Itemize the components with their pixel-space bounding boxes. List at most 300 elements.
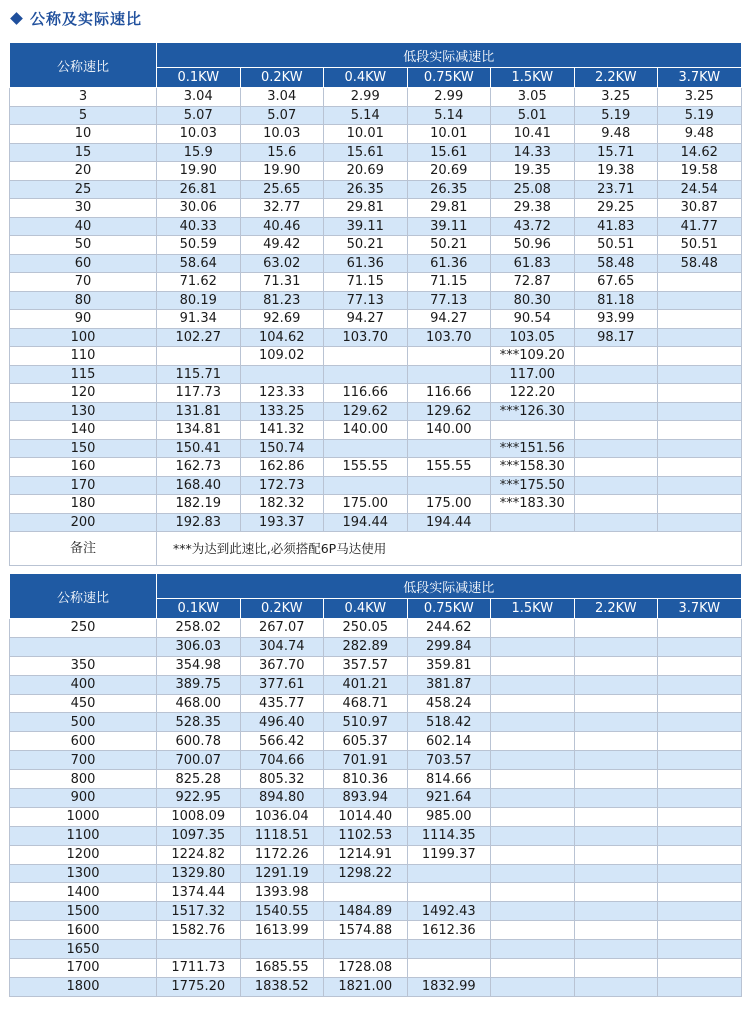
actual-ratio-cell: 162.86 bbox=[240, 458, 324, 477]
actual-ratio-cell: 5.07 bbox=[240, 106, 324, 125]
table-body bbox=[10, 619, 742, 997]
actual-ratio-cell bbox=[658, 921, 742, 940]
actual-ratio-cell: 282.89 bbox=[324, 637, 408, 656]
actual-ratio-cell bbox=[658, 959, 742, 978]
table-row bbox=[10, 476, 742, 495]
nominal-ratio-cell: 30 bbox=[10, 199, 157, 218]
actual-ratio-cell: 805.32 bbox=[240, 770, 324, 789]
actual-ratio-cell bbox=[658, 402, 742, 421]
nominal-ratio-cell: 1800 bbox=[10, 977, 157, 996]
actual-ratio-cell: 61.36 bbox=[324, 254, 408, 273]
actual-ratio-cell bbox=[324, 439, 408, 458]
actual-ratio-cell bbox=[491, 959, 575, 978]
actual-ratio-cell: 2.99 bbox=[407, 88, 491, 107]
actual-ratio-cell bbox=[658, 902, 742, 921]
actual-ratio-cell: 15.71 bbox=[574, 143, 658, 162]
actual-ratio-cell: 602.14 bbox=[407, 732, 491, 751]
actual-ratio-cell bbox=[658, 439, 742, 458]
actual-ratio-cell: 116.66 bbox=[407, 384, 491, 403]
nominal-ratio-cell: 15 bbox=[10, 143, 157, 162]
actual-ratio-cell: 922.95 bbox=[157, 789, 241, 808]
actual-ratio-cell bbox=[658, 637, 742, 656]
actual-ratio-cell: 267.07 bbox=[240, 619, 324, 638]
actual-ratio-cell: 58.48 bbox=[574, 254, 658, 273]
actual-ratio-cell bbox=[491, 883, 575, 902]
actual-ratio-cell: 123.33 bbox=[240, 384, 324, 403]
nominal-ratio-cell: 700 bbox=[10, 751, 157, 770]
actual-ratio-cell: 814.66 bbox=[407, 770, 491, 789]
actual-ratio-cell: 40.33 bbox=[157, 217, 241, 236]
actual-ratio-cell bbox=[574, 402, 658, 421]
power-column-header: 0.75KW bbox=[407, 68, 491, 88]
nominal-ratio-cell: 40 bbox=[10, 217, 157, 236]
actual-ratio-cell bbox=[658, 476, 742, 495]
power-column-header: 1.5KW bbox=[491, 599, 575, 619]
actual-ratio-cell: 1838.52 bbox=[240, 977, 324, 996]
nominal-ratio-cell: 110 bbox=[10, 347, 157, 366]
table-row bbox=[10, 162, 742, 181]
actual-ratio-cell bbox=[407, 940, 491, 959]
actual-ratio-cell: 77.13 bbox=[324, 291, 408, 310]
actual-ratio-cell: 1613.99 bbox=[240, 921, 324, 940]
actual-ratio-cell bbox=[574, 347, 658, 366]
actual-ratio-cell: 528.35 bbox=[157, 713, 241, 732]
table-row bbox=[10, 637, 742, 656]
actual-ratio-cell bbox=[574, 751, 658, 770]
actual-ratio-cell: 94.27 bbox=[407, 310, 491, 329]
actual-ratio-cell bbox=[574, 458, 658, 477]
ratio-table-low bbox=[9, 42, 742, 566]
actual-ratio-cell bbox=[491, 637, 575, 656]
nominal-ratio-cell: 130 bbox=[10, 402, 157, 421]
actual-ratio-cell bbox=[658, 826, 742, 845]
table-row bbox=[10, 88, 742, 107]
actual-ratio-cell: 129.62 bbox=[407, 402, 491, 421]
power-column-header: 0.4KW bbox=[324, 599, 408, 619]
actual-ratio-cell bbox=[491, 751, 575, 770]
actual-ratio-cell bbox=[574, 365, 658, 384]
actual-ratio-cell bbox=[574, 864, 658, 883]
nominal-ratio-cell: 50 bbox=[10, 236, 157, 255]
actual-ratio-cell: 72.87 bbox=[491, 273, 575, 292]
actual-ratio-cell: 19.90 bbox=[157, 162, 241, 181]
nominal-ratio-cell: 160 bbox=[10, 458, 157, 477]
actual-ratio-cell: 1574.88 bbox=[324, 921, 408, 940]
actual-ratio-cell: 1014.40 bbox=[324, 807, 408, 826]
table-row bbox=[10, 347, 742, 366]
actual-ratio-cell bbox=[658, 273, 742, 292]
actual-ratio-cell: 1832.99 bbox=[407, 977, 491, 996]
actual-ratio-cell bbox=[574, 789, 658, 808]
actual-ratio-cell: 175.00 bbox=[324, 495, 408, 514]
actual-ratio-cell: 1298.22 bbox=[324, 864, 408, 883]
actual-ratio-cell: 1582.76 bbox=[157, 921, 241, 940]
table-row bbox=[10, 977, 742, 996]
nominal-ratio-cell: 5 bbox=[10, 106, 157, 125]
actual-ratio-cell: 357.57 bbox=[324, 656, 408, 675]
actual-ratio-cell: 150.41 bbox=[157, 439, 241, 458]
actual-ratio-cell: 401.21 bbox=[324, 675, 408, 694]
actual-ratio-cell: 24.54 bbox=[658, 180, 742, 199]
actual-ratio-cell: 304.74 bbox=[240, 637, 324, 656]
actual-ratio-cell bbox=[491, 770, 575, 789]
actual-ratio-cell: 117.00 bbox=[491, 365, 575, 384]
actual-ratio-cell bbox=[658, 365, 742, 384]
table-row bbox=[10, 254, 742, 273]
actual-ratio-cell: 704.66 bbox=[240, 751, 324, 770]
power-column-header: 0.75KW bbox=[407, 599, 491, 619]
actual-ratio-cell bbox=[574, 619, 658, 638]
table-row bbox=[10, 826, 742, 845]
actual-ratio-cell: 389.75 bbox=[157, 675, 241, 694]
actual-ratio-cell: 29.81 bbox=[324, 199, 408, 218]
nominal-ratio-cell: 1700 bbox=[10, 959, 157, 978]
actual-ratio-cell bbox=[407, 476, 491, 495]
nominal-ratio-cell: 1500 bbox=[10, 902, 157, 921]
nominal-ratio-cell: 1600 bbox=[10, 921, 157, 940]
nominal-ratio-cell: 500 bbox=[10, 713, 157, 732]
actual-ratio-cell: 67.65 bbox=[574, 273, 658, 292]
actual-ratio-cell: 41.83 bbox=[574, 217, 658, 236]
actual-ratio-cell: 5.14 bbox=[407, 106, 491, 125]
nominal-ratio-header: 公称速比 bbox=[10, 574, 157, 619]
actual-ratio-cell: 3.25 bbox=[658, 88, 742, 107]
actual-ratio-cell: 29.25 bbox=[574, 199, 658, 218]
actual-ratio-cell bbox=[658, 732, 742, 751]
actual-ratio-cell: 77.13 bbox=[407, 291, 491, 310]
actual-ratio-cell bbox=[324, 940, 408, 959]
actual-ratio-cell bbox=[491, 713, 575, 732]
nominal-ratio-cell: 10 bbox=[10, 125, 157, 144]
actual-ratio-cell: 58.64 bbox=[157, 254, 241, 273]
section-title-text: 公称及实际速比 bbox=[30, 9, 143, 28]
actual-ratio-cell: 122.20 bbox=[491, 384, 575, 403]
actual-ratio-cell: 5.19 bbox=[574, 106, 658, 125]
actual-ratio-cell: 134.81 bbox=[157, 421, 241, 440]
actual-ratio-cell: 92.69 bbox=[240, 310, 324, 329]
actual-ratio-cell: 102.27 bbox=[157, 328, 241, 347]
actual-ratio-cell: 103.70 bbox=[324, 328, 408, 347]
actual-ratio-cell bbox=[658, 291, 742, 310]
actual-ratio-cell: 893.94 bbox=[324, 789, 408, 808]
actual-ratio-cell bbox=[658, 458, 742, 477]
actual-ratio-cell: 40.46 bbox=[240, 217, 324, 236]
actual-ratio-cell: 129.62 bbox=[324, 402, 408, 421]
actual-ratio-cell bbox=[574, 637, 658, 656]
actual-ratio-cell: 115.71 bbox=[157, 365, 241, 384]
actual-ratio-cell: ***151.56 bbox=[491, 439, 575, 458]
actual-ratio-cell: 15.6 bbox=[240, 143, 324, 162]
actual-ratio-cell: 10.03 bbox=[240, 125, 324, 144]
actual-ratio-cell: 1393.98 bbox=[240, 883, 324, 902]
actual-ratio-cell: ***109.20 bbox=[491, 347, 575, 366]
actual-ratio-cell: 1728.08 bbox=[324, 959, 408, 978]
nominal-ratio-cell: 70 bbox=[10, 273, 157, 292]
nominal-ratio-cell: 120 bbox=[10, 384, 157, 403]
actual-ratio-cell: 9.48 bbox=[658, 125, 742, 144]
actual-ratio-cell bbox=[491, 619, 575, 638]
nominal-ratio-cell: 450 bbox=[10, 694, 157, 713]
table-row bbox=[10, 845, 742, 864]
table-row bbox=[10, 513, 742, 532]
actual-ratio-cell bbox=[491, 902, 575, 921]
nominal-ratio-cell: 20 bbox=[10, 162, 157, 181]
actual-ratio-cell bbox=[658, 789, 742, 808]
actual-ratio-cell: 1374.44 bbox=[157, 883, 241, 902]
actual-ratio-cell: 458.24 bbox=[407, 694, 491, 713]
actual-ratio-cell: 29.38 bbox=[491, 199, 575, 218]
actual-ratio-cell: 71.62 bbox=[157, 273, 241, 292]
actual-ratio-cell: 810.36 bbox=[324, 770, 408, 789]
actual-ratio-cell: 600.78 bbox=[157, 732, 241, 751]
actual-ratio-cell: 1114.35 bbox=[407, 826, 491, 845]
actual-ratio-cell: 162.73 bbox=[157, 458, 241, 477]
table-row bbox=[10, 236, 742, 255]
actual-ratio-cell bbox=[658, 770, 742, 789]
actual-ratio-cell: 30.87 bbox=[658, 199, 742, 218]
actual-ratio-cell: 10.03 bbox=[157, 125, 241, 144]
actual-ratio-cell bbox=[658, 977, 742, 996]
actual-ratio-cell: 354.98 bbox=[157, 656, 241, 675]
actual-ratio-cell: 566.42 bbox=[240, 732, 324, 751]
power-column-header: 0.1KW bbox=[157, 68, 241, 88]
nominal-ratio-cell: 100 bbox=[10, 328, 157, 347]
actual-ratio-cell bbox=[240, 940, 324, 959]
actual-ratio-cell: 703.57 bbox=[407, 751, 491, 770]
actual-ratio-cell: 244.62 bbox=[407, 619, 491, 638]
actual-ratio-cell: 1685.55 bbox=[240, 959, 324, 978]
table-row bbox=[10, 421, 742, 440]
actual-ratio-cell: 2.99 bbox=[324, 88, 408, 107]
table-row bbox=[10, 713, 742, 732]
actual-ratio-cell bbox=[491, 789, 575, 808]
actual-ratio-cell: 435.77 bbox=[240, 694, 324, 713]
actual-ratio-cell: 9.48 bbox=[574, 125, 658, 144]
actual-ratio-cell: 510.97 bbox=[324, 713, 408, 732]
actual-ratio-cell: 90.54 bbox=[491, 310, 575, 329]
actual-ratio-cell: 1540.55 bbox=[240, 902, 324, 921]
actual-ratio-cell: 381.87 bbox=[407, 675, 491, 694]
actual-ratio-cell bbox=[491, 864, 575, 883]
table-row bbox=[10, 864, 742, 883]
table-row bbox=[10, 940, 742, 959]
nominal-ratio-cell: 1000 bbox=[10, 807, 157, 826]
table-row bbox=[10, 656, 742, 675]
actual-ratio-cell bbox=[574, 807, 658, 826]
actual-ratio-cell: 182.19 bbox=[157, 495, 241, 514]
actual-ratio-cell bbox=[658, 310, 742, 329]
actual-ratio-cell: 1821.00 bbox=[324, 977, 408, 996]
actual-ratio-cell bbox=[407, 959, 491, 978]
table-row bbox=[10, 291, 742, 310]
actual-ratio-cell: 367.70 bbox=[240, 656, 324, 675]
actual-ratio-cell bbox=[658, 656, 742, 675]
actual-ratio-cell: 172.73 bbox=[240, 476, 324, 495]
actual-ratio-cell: 39.11 bbox=[324, 217, 408, 236]
table-row bbox=[10, 751, 742, 770]
actual-ratio-cell: 71.15 bbox=[407, 273, 491, 292]
actual-ratio-cell: 71.31 bbox=[240, 273, 324, 292]
table-body bbox=[10, 88, 742, 566]
actual-ratio-cell: 15.61 bbox=[324, 143, 408, 162]
actual-ratio-cell bbox=[658, 845, 742, 864]
actual-ratio-cell: 3.04 bbox=[157, 88, 241, 107]
actual-ratio-cell bbox=[658, 940, 742, 959]
actual-ratio-cell bbox=[574, 732, 658, 751]
actual-ratio-cell bbox=[574, 694, 658, 713]
actual-ratio-cell: 1492.43 bbox=[407, 902, 491, 921]
actual-ratio-cell bbox=[658, 421, 742, 440]
table-row bbox=[10, 902, 742, 921]
table-row bbox=[10, 959, 742, 978]
actual-ratio-cell bbox=[574, 940, 658, 959]
actual-ratio-cell: 26.81 bbox=[157, 180, 241, 199]
nominal-ratio-cell: 600 bbox=[10, 732, 157, 751]
actual-ratio-cell: 182.32 bbox=[240, 495, 324, 514]
actual-ratio-cell bbox=[491, 807, 575, 826]
actual-ratio-cell bbox=[407, 347, 491, 366]
power-column-header: 2.2KW bbox=[574, 599, 658, 619]
actual-ratio-cell: 175.00 bbox=[407, 495, 491, 514]
actual-ratio-cell: 496.40 bbox=[240, 713, 324, 732]
table-row bbox=[10, 439, 742, 458]
actual-ratio-cell: 26.35 bbox=[407, 180, 491, 199]
table-row bbox=[10, 807, 742, 826]
actual-ratio-cell: 700.07 bbox=[157, 751, 241, 770]
nominal-ratio-cell: 25 bbox=[10, 180, 157, 199]
table-row bbox=[10, 143, 742, 162]
actual-ratio-cell: 1711.73 bbox=[157, 959, 241, 978]
actual-ratio-cell: 71.15 bbox=[324, 273, 408, 292]
actual-ratio-cell: 91.34 bbox=[157, 310, 241, 329]
actual-ratio-cell bbox=[491, 977, 575, 996]
actual-ratio-cell: 5.01 bbox=[491, 106, 575, 125]
actual-ratio-cell bbox=[658, 513, 742, 532]
actual-ratio-cell bbox=[407, 883, 491, 902]
actual-ratio-cell: 468.71 bbox=[324, 694, 408, 713]
actual-ratio-cell bbox=[658, 713, 742, 732]
actual-ratio-cell: 155.55 bbox=[407, 458, 491, 477]
nominal-ratio-header: 公称速比 bbox=[10, 43, 157, 88]
actual-ratio-group-header: 低段实际减速比 bbox=[157, 43, 742, 68]
nominal-ratio-cell: 1300 bbox=[10, 864, 157, 883]
actual-ratio-cell: 377.61 bbox=[240, 675, 324, 694]
power-column-header: 2.2KW bbox=[574, 68, 658, 88]
nominal-ratio-cell: 150 bbox=[10, 439, 157, 458]
actual-ratio-cell: 299.84 bbox=[407, 637, 491, 656]
actual-ratio-cell: 150.74 bbox=[240, 439, 324, 458]
actual-ratio-cell: 19.90 bbox=[240, 162, 324, 181]
power-column-header: 0.2KW bbox=[240, 599, 324, 619]
actual-ratio-cell: ***126.30 bbox=[491, 402, 575, 421]
actual-ratio-cell: 19.35 bbox=[491, 162, 575, 181]
actual-ratio-cell: 39.11 bbox=[407, 217, 491, 236]
table-row bbox=[10, 402, 742, 421]
actual-ratio-cell: 81.23 bbox=[240, 291, 324, 310]
actual-ratio-cell: ***158.30 bbox=[491, 458, 575, 477]
actual-ratio-cell: 26.35 bbox=[324, 180, 408, 199]
actual-ratio-cell bbox=[574, 384, 658, 403]
actual-ratio-cell: 359.81 bbox=[407, 656, 491, 675]
table-row bbox=[10, 619, 742, 638]
actual-ratio-cell: 5.07 bbox=[157, 106, 241, 125]
actual-ratio-cell: 29.81 bbox=[407, 199, 491, 218]
table-row bbox=[10, 365, 742, 384]
actual-ratio-cell bbox=[491, 732, 575, 751]
nominal-ratio-cell: 200 bbox=[10, 513, 157, 532]
nominal-ratio-cell: 60 bbox=[10, 254, 157, 273]
actual-ratio-cell bbox=[491, 421, 575, 440]
actual-ratio-cell: 192.83 bbox=[157, 513, 241, 532]
nominal-ratio-cell bbox=[10, 637, 157, 656]
actual-ratio-cell bbox=[658, 675, 742, 694]
actual-ratio-cell bbox=[574, 713, 658, 732]
actual-ratio-cell: 306.03 bbox=[157, 637, 241, 656]
actual-ratio-cell bbox=[407, 864, 491, 883]
table-row bbox=[10, 217, 742, 236]
actual-ratio-cell bbox=[658, 807, 742, 826]
nominal-ratio-cell: 170 bbox=[10, 476, 157, 495]
actual-ratio-cell: 1199.37 bbox=[407, 845, 491, 864]
actual-ratio-cell bbox=[324, 883, 408, 902]
actual-ratio-cell bbox=[658, 347, 742, 366]
nominal-ratio-cell: 180 bbox=[10, 495, 157, 514]
actual-ratio-cell bbox=[324, 365, 408, 384]
nominal-ratio-cell: 1100 bbox=[10, 826, 157, 845]
actual-ratio-cell: 80.19 bbox=[157, 291, 241, 310]
actual-ratio-cell bbox=[658, 328, 742, 347]
actual-ratio-cell: 103.70 bbox=[407, 328, 491, 347]
actual-ratio-cell: 194.44 bbox=[407, 513, 491, 532]
table-row bbox=[10, 180, 742, 199]
actual-ratio-cell: 168.40 bbox=[157, 476, 241, 495]
actual-ratio-cell bbox=[491, 513, 575, 532]
table-row bbox=[10, 495, 742, 514]
nominal-ratio-cell: 80 bbox=[10, 291, 157, 310]
actual-ratio-cell: 3.05 bbox=[491, 88, 575, 107]
table-row bbox=[10, 310, 742, 329]
actual-ratio-cell bbox=[658, 495, 742, 514]
actual-ratio-cell: 1484.89 bbox=[324, 902, 408, 921]
actual-ratio-cell: 14.62 bbox=[658, 143, 742, 162]
actual-ratio-cell bbox=[491, 826, 575, 845]
actual-ratio-cell: 19.58 bbox=[658, 162, 742, 181]
actual-ratio-cell: 1291.19 bbox=[240, 864, 324, 883]
actual-ratio-cell bbox=[574, 656, 658, 675]
actual-ratio-cell: 3.25 bbox=[574, 88, 658, 107]
actual-ratio-cell: 985.00 bbox=[407, 807, 491, 826]
actual-ratio-cell: 116.66 bbox=[324, 384, 408, 403]
actual-ratio-cell: 131.81 bbox=[157, 402, 241, 421]
actual-ratio-cell: 140.00 bbox=[407, 421, 491, 440]
actual-ratio-cell: 63.02 bbox=[240, 254, 324, 273]
actual-ratio-cell bbox=[407, 439, 491, 458]
actual-ratio-cell: 10.01 bbox=[407, 125, 491, 144]
power-column-header: 3.7KW bbox=[658, 68, 742, 88]
actual-ratio-cell: 25.65 bbox=[240, 180, 324, 199]
actual-ratio-cell: 10.41 bbox=[491, 125, 575, 144]
actual-ratio-cell: 133.25 bbox=[240, 402, 324, 421]
power-column-header: 3.7KW bbox=[658, 599, 742, 619]
actual-ratio-cell: 194.44 bbox=[324, 513, 408, 532]
actual-ratio-cell bbox=[574, 845, 658, 864]
actual-ratio-cell bbox=[491, 845, 575, 864]
actual-ratio-cell: 58.48 bbox=[658, 254, 742, 273]
actual-ratio-cell: 94.27 bbox=[324, 310, 408, 329]
actual-ratio-cell bbox=[574, 826, 658, 845]
nominal-ratio-cell: 1400 bbox=[10, 883, 157, 902]
actual-ratio-cell: 1036.04 bbox=[240, 807, 324, 826]
